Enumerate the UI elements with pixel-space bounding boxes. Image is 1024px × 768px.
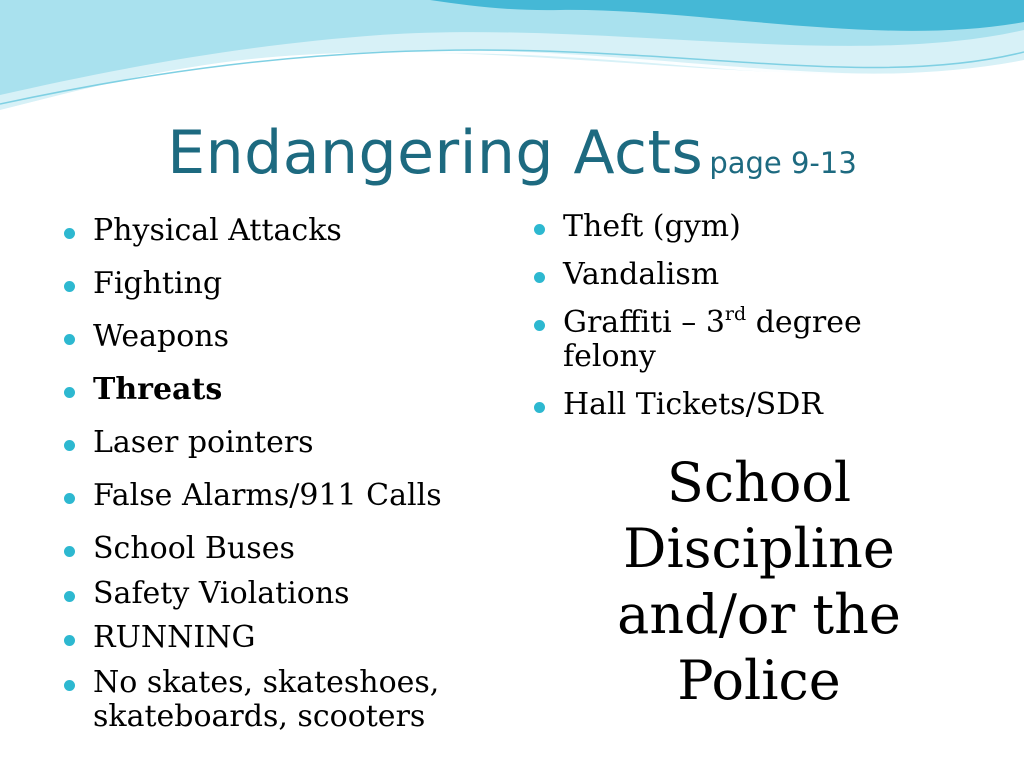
- list-item: Theft (gym): [534, 210, 954, 244]
- closing-line: and/or the: [617, 583, 901, 646]
- right-bullet-list: [534, 210, 954, 422]
- slide-title: [0, 118, 1024, 188]
- list-item: RUNNING: [64, 621, 484, 655]
- left-bullet-list: [64, 214, 484, 734]
- list-item: Fighting: [64, 267, 484, 301]
- list-item: Graffiti – 3rd degree felony: [534, 306, 954, 374]
- ordinal-superscript: rd: [724, 303, 747, 325]
- list-item: False Alarms/911 Calls: [64, 479, 484, 513]
- list-item: Laser pointers: [64, 426, 484, 460]
- bullet-icon: [534, 224, 545, 235]
- bullet-icon: [534, 402, 545, 413]
- list-item: Threats: [64, 373, 484, 407]
- bullet-icon: [64, 546, 75, 557]
- closing-statement: [600, 450, 918, 714]
- bullet-icon: [534, 272, 545, 283]
- bullet-icon: [64, 440, 75, 451]
- bullet-icon: [64, 635, 75, 646]
- bullet-icon: [64, 680, 75, 691]
- title-page-reference: page 9-13: [709, 146, 857, 180]
- bullet-icon: [64, 591, 75, 602]
- list-item: Safety Violations: [64, 577, 484, 611]
- closing-line: School: [666, 451, 852, 514]
- bullet-icon: [64, 387, 75, 398]
- list-item: Weapons: [64, 320, 484, 354]
- title-main: Endangering Acts: [167, 118, 704, 188]
- bullet-icon: [64, 228, 75, 239]
- list-item: Hall Tickets/SDR: [534, 388, 954, 422]
- list-item: Vandalism: [534, 258, 954, 292]
- header-wave-decoration: [0, 0, 1024, 130]
- closing-line: Discipline: [623, 517, 895, 580]
- bullet-icon: [64, 493, 75, 504]
- bullet-icon: [64, 334, 75, 345]
- closing-line: Police: [677, 649, 841, 712]
- bullet-icon: [64, 281, 75, 292]
- list-item: School Buses: [64, 532, 484, 566]
- list-item: No skates, skateshoes, skateboards, scooters: [64, 666, 484, 734]
- list-item: Physical Attacks: [64, 214, 484, 248]
- bullet-icon: [534, 320, 545, 331]
